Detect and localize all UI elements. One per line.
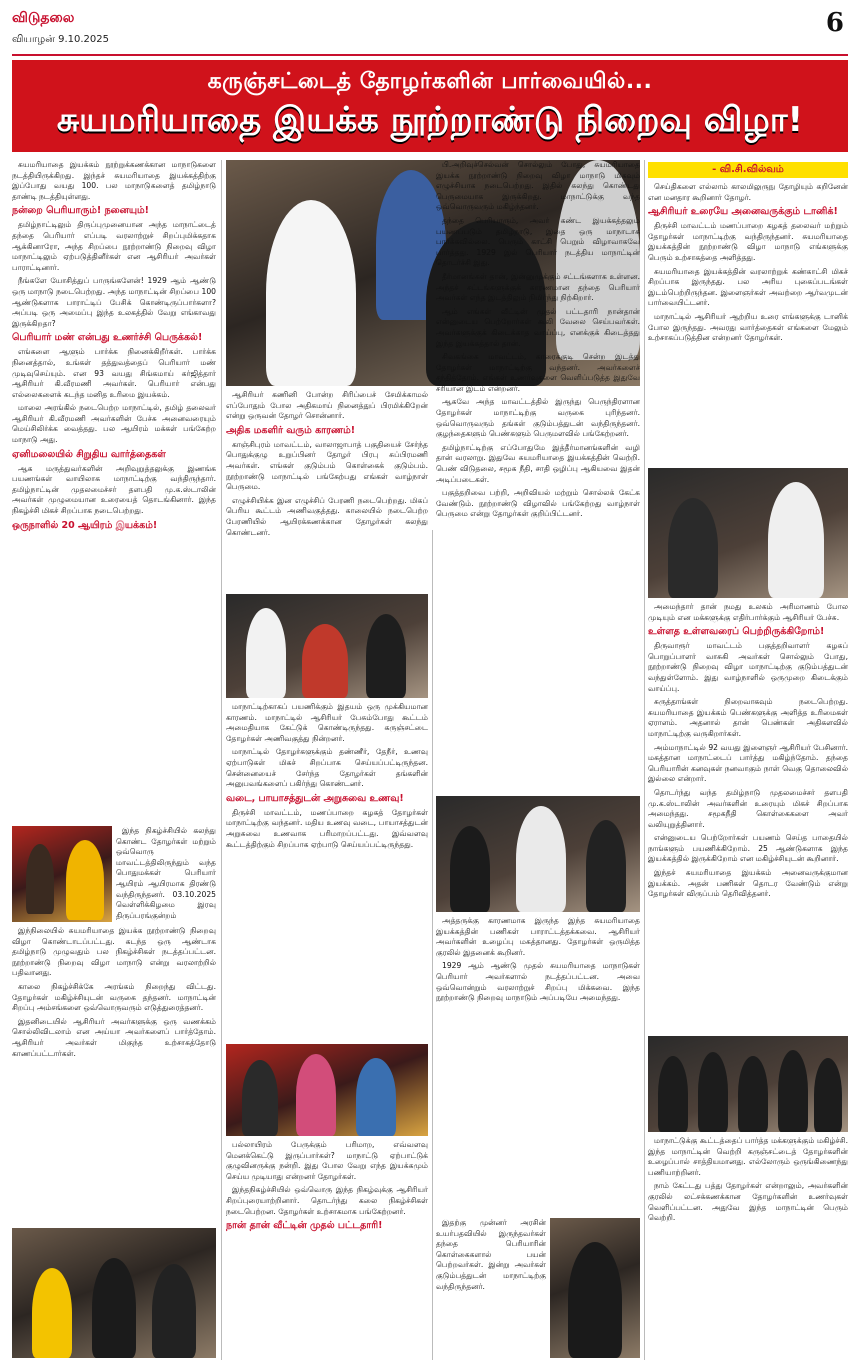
paragraph: எங்களை ஆளும் பார்க்க நினைக்கிறீர்கள். பார்க்க நினைத்தால், உங்கள் தத்துவத்தைப் பெரியார் மண் முடிவுசெய்யும். என 93 வயது சிங்கமாய் கர்ஜித்தார் ஆசிரியர் கி.வீரமணி அவர்கள். பெரியார் என்பது எல்லைகளைக் கடந்த மனித உரிமை இயக்கம்.	[12, 347, 216, 399]
subheading: ஏனிமலையில் சிறுதிய வார்த்தைகள்	[12, 448, 166, 460]
paper-date: வியாழன் 9.10.2025	[12, 34, 109, 45]
headline-banner	[12, 60, 848, 152]
paragraph: மாநாட்டில் ஆசிரியர் ஆற்றிய உரை எங்களுக்கு டானிக் போல இருந்தது. அவரது வார்த்தைகள் எங்களை மேலும் உற்சாகப்படுத்தின என்றனர் தோழர்கள்.	[648, 311, 848, 343]
paragraph: திருச்சி மாவட்டம், மணப்பாறை கழகத் தோழர்கள் மாநாட்டிற்கு வந்தனர். மதிய உணவு வடை, பாயாசத்துடன் அறுசுவை உணவாக பரிமாறப்பட்டது. இவ்வளவு கூட்டத்திற்கும் சிறப்பாக ஏற்பாடு செய்யப்பட்டிருந்தது.	[226, 807, 428, 849]
paragraph: இந்தநிகழ்ச்சியில் ஒவ்வொரு இந்த நிகழ்வுக்கு ஆசிரியர் சிறப்புரையாற்றினார். தொடர்ந்து கலை நிகழ்ச்சிகள் நடைபெற்றன. தோழர்கள் உற்சாகமாக பங்கேற்றனர்.	[226, 1185, 428, 1216]
column-3-top	[436, 160, 640, 790]
paper-name: விடுதலை	[12, 10, 75, 26]
paragraph: மாலை அரங்கில் நடைபெற்ற மாநாட்டில், தமிழ் தலைவர் ஆசிரியர் கி.வீரமணி அவர்களின் பேச்சு அனைவரையும் மெய்சிலிர்க்க வைத்தது. பல ஆயிரம் மக்கள் பங்கேற்ற மாநாடு அது.	[12, 403, 216, 445]
photo-figure	[586, 820, 626, 912]
column-divider	[221, 160, 222, 1360]
photo-caption: அமைந்தார் தான் நமது உலகம் அரிமாணம் போல முடியும் என மக்களுக்கு எதிர்பார்க்கும் ஆசிரியர் பேச்சு.	[648, 602, 848, 622]
photo-figure	[302, 624, 348, 698]
photo-figure	[32, 1268, 72, 1358]
paragraph: 1929 ஆம் ஆண்டு முதல் சுயமரியாதை மாநாடுகள் பெரியார் அவர்களால் நடத்தப்பட்டன. அவை ஒவ்வொன்றும் வரலாற்றுச் சிறப்பு மிக்கவை. இந்த நூற்றாண்டு நிறைவு மாநாடும் அப்படியே அமைந்தது.	[436, 961, 640, 1003]
photo-figure	[242, 1060, 278, 1136]
headline-line-1: கருஞ்சட்டைத் தோழர்களின் பார்வையில்...	[207, 69, 653, 94]
photo-figure	[296, 1054, 336, 1136]
paragraph: இந்த நிகழ்ச்சியில் கலந்து கொண்ட தோழர்கள் மற்றும் ஒவ்வொரு மாவட்டத்திலிருந்தும் வந்த பொதுமக்கள் பெரியார் ஆயிரம் ஆயிரமாக திரண்டு வந்திருந்தனர். 03.10.2025 வெள்ளிக்கிழமை இரவு திருப்பரங்குன்றம்	[116, 826, 216, 920]
column-4-middle	[648, 602, 848, 1032]
subheading: வடை, பாயாசத்துடன் அறுசுவை உணவு!	[226, 792, 404, 804]
paragraph: ஆம் எங்கள் வீட்டின் முதல் பட்டதாரி நான்தான் என்னுடைய பெற்றோர்கள் கூலி வேலை செய்பவர்கள். அவர்களுக்குக் கிடைக்காத வாய்ப்பு, எனக்குக் கிடைத்தது இந்த இயக்கத்தால் தான்.	[436, 306, 640, 348]
byline: - வி.சி.வில்வம்	[648, 162, 848, 178]
intro-paragraph: சுயமரியாதை இயக்கம் நூற்றுக்கணக்கான மாநாடுகளை நடத்தியிருக்கிறது. இந்தச் சுயமரியாதை இயக்கத்திற்கு இப்போது வயது 100. பல மாநாடுகளைத் தமிழ்நாடு தாண்டி நடத்தியுள்ளது.	[12, 160, 216, 201]
column-1-beside-photo	[116, 826, 216, 922]
photo-figure	[768, 482, 824, 598]
subheading: அதிக மகளிர் வரும் காரணம்!	[226, 424, 356, 436]
photo-figure	[658, 1056, 688, 1132]
paragraph: பி.அறிவுச்செல்வன் சொல்லும் போது, சுயமரியாதை இயக்க நூற்றாண்டு நிறைவு விழா மாநாடு மிகவும் எழுச்சியாக நடைபெற்றது. இதில் கலந்து கொண்டது பெருமையாக இருக்கிறது. மாநாட்டுக்கு வந்த ஒவ்வொருவரும் மகிழ்ந்தனர்.	[436, 160, 640, 212]
paragraph: என்னுடைய பெற்றோர்கள் பயணம் செய்த பாதையில் நாங்களும் பயணிக்கிறோம். 25 ஆண்டுகளாக இந்த இயக்கத்தில் இருக்கிறோம் என மகிழ்ச்சியுடன் கூறினார்.	[648, 833, 848, 864]
paragraph: பல்லாயிரம் பேருக்கும் பரிமாற, எவ்வளவு மெனக்கெட்டு இருப்பார்கள்? மாநாட்டு ஏற்பாட்டுக் குழுவினருக்கு நன்றி. இது போல வேறு எந்த இயக்கமும் செய்ய முடியாது என்றனர் தோழர்கள்.	[226, 1140, 428, 1181]
column-1-bottom	[12, 926, 216, 1222]
photo-figure	[246, 608, 286, 698]
photo-figure	[26, 844, 54, 914]
paragraph: இந்தச் சுயமரியாதை இயக்கம் அனைவருக்குமான இயக்கம். அதன் பணிகள் தொடர வேண்டும் என்று தோழர்கள் விருப்பம் தெரிவித்தனர்.	[648, 868, 848, 899]
photo-figure	[366, 614, 406, 698]
column-divider	[432, 530, 433, 1360]
paragraph: தமிழ்நாட்டிற்கு எப்போதுமே இத்தீர்மானங்களின் வழி தான் வரலாறு. இதுவே சுயமரியாதை இயக்கத்தின் வெற்றி. பெண் விடுதலை, சமூக நீதி, சாதி ஒழிப்பு ஆகியவை இதன் அடிப்படைகள்.	[436, 442, 640, 484]
paragraph: தமிழ்நாட்டிலும் திருப்புமுனையான அந்த மாநாட்டைத் தந்தை பெரியார் எப்படி வரலாற்றுச் சிறப்புமிக்கதாக ஆக்கினாரோ, அந்த சிறப்பை நூற்றாண்டு நிறைவு விழா மாநாட்டிலும் ஏற்படுத்தினீர்கள் என ஆசிரியர் அவர்கள் பாராட்டினார்.	[12, 220, 216, 272]
subheading: நான் தான் வீட்டின் முதல் பட்டதாரி!	[226, 1220, 383, 1232]
paragraph: எழுச்சியிக்க இன எழுச்சிப் பேரணி நடைபெற்றது. மிகப் பெரிய கூட்டம் அணிவகுத்தது. காலையில் நடைபெற்ற பேரணியில் ஆயிரக்கணக்கான தோழர்கள் கலந்து கொண்டனர்.	[226, 495, 428, 537]
photo-figure	[92, 1258, 136, 1358]
paragraph: சுயமரியாதை இயக்கத்தின் வரலாற்றுக் கண்காட்சி மிகச் சிறப்பாக இருந்தது. பல அரிய புகைப்படங்கள் இடம்பெற்றிருந்தன. இளைஞர்கள் அவற்றை ஆர்வமுடன் பார்வையிட்டனர்.	[648, 266, 848, 308]
column-2-middle	[226, 702, 428, 1040]
photo-students-group	[648, 1036, 848, 1132]
paragraph: சுருத்தாங்கள் நிறைவாகவும் நடைபெற்றது. சுயமரியாதை இயக்கம் பெண்களுக்கு அளித்த உரிமைகள் ஏராளம். அதனால் தான் பெண்கள் அதிகளவில் மாநாட்டிற்கு வருகிறார்கள்.	[648, 697, 848, 738]
paragraph: ஆகவே அந்த மாவட்டத்தில் இருந்து பெருந்திரளான தோழர்கள் மாநாட்டிற்கு வருகை புரிந்தனர். ஒவ்வொருவரும் தங்கள் குடும்பத்துடன் வந்திருந்தனர். குழந்தைகளும் பெண்களும் பெருமளவில் பங்கேற்றனர்.	[436, 397, 640, 439]
paragraph: அத்தருக்கு காரணமாக இருந்த இந்த சுயமரியாதை இயக்கத்தின் பணிகள் பாராட்டத்தக்கவை. ஆசிரியர் அவர்களின் உழைப்பு மகத்தானது. தோழர்கள் ஒருமித்த குரலில் இதனைக் கூறினர்.	[436, 916, 640, 957]
headline-line-2: சுயமரியாதை இயக்க நூற்றாண்டு நிறைவு விழா!	[56, 100, 804, 140]
photo-figure	[814, 1058, 842, 1132]
subheading: பெரியார் மண் என்பது உணர்ச்சி பெருக்கல்!	[12, 332, 203, 344]
masthead	[12, 8, 848, 56]
paragraph: ஆக மருத்துவர்களின் அறிவுறுத்தலுக்கு இணங்க பயணங்கள் வாயிலாக மாநாட்டிற்கு வந்திருந்தார். தமிழ்நாட்டின் முதலமைச்சர் தளபதி மு.க.ஸ்டாலின் அவர்கள் முழுமையான உரையைத் தொடங்கினார். இந்த நிகழ்ச்சி மிகச் சிறப்பாக நடைபெற்றது.	[12, 463, 216, 516]
paragraph: செய்திகளை எல்லாம் காலமிலுருநு தோழியும் கறினேன் என மனதார கூறினார் தோழர்.	[648, 182, 848, 202]
page-number: 6	[825, 8, 844, 38]
column-divider	[644, 160, 645, 1360]
subheading: நன்றை பெரியாரும்! நனையும்!	[12, 205, 149, 217]
paragraph: நீங்களே யோசித்துப் பாருங்களேன்! 1929 ஆம் ஆண்டு ஒரு மாநாடு நடைபெற்றது. அந்த மாநாட்டின் சிறப்பை 100 ஆண்டுகளாக பாராட்டிப் பேசிக் கொண்டிருப்பார்களா? அப்படி ஒரு அமைப்பு இந்த உலகத்தில் வேறு எங்காவது இருக்கிறதா?	[12, 276, 216, 328]
paragraph: திருச்சி மாவட்டம் மணப்பாறை கழகத் தலைவர் மற்றும் தோழர்கள் மாநாட்டிற்கு வந்திருந்தனர். சுயமரியாதை இயக்கத்தின் நூற்றாண்டு விழா மாநாடு எங்களுக்கு பெரும் உற்சாகத்தை அளித்தது.	[648, 221, 848, 262]
photo-award-ceremony	[12, 826, 112, 922]
photo-figure	[516, 806, 566, 912]
photo-figure	[266, 200, 356, 386]
column-4-top	[648, 182, 848, 464]
column-1-top	[12, 160, 216, 820]
subheading: உள்ளத உள்ளவரைப் பெற்றிருக்கிறோம்!	[648, 626, 825, 638]
column-3-middle	[436, 916, 640, 1216]
paragraph: தொடர்ந்து வந்த தமிழ்நாடு முதலமைச்சர் தளபதி மு.க.ஸ்டாலின் அவர்களின் உரையும் மிகச் சிறப்பாக அமைந்தது. சமூகநீதி கொள்கைகளை அவர் வலியுறுத்தினார்.	[648, 787, 848, 829]
photo-women-comrades	[226, 1044, 428, 1136]
subheading: ஆசிரியர் உரையே அனைவருக்கும் டானிக்!	[648, 206, 838, 218]
paragraph: அம்மாநாட்டில் 92 வயது இளைஞர் ஆசிரியர் பேசினார். மகத்தான மாநாட்டைப் பார்த்து மகிழ்ந்தோம். தந்தை பெரியாரின் கனவுகள் நனவாகும் நாள் வெகு தொலைவில் இல்லை என்றார்.	[648, 742, 848, 784]
photo-figure	[698, 1052, 728, 1132]
photo-caption: ஆசிரியர் கணினி போன்ற சிரிப்பைச் சேமிக்காமல் எப்போதும் போல அதிகமாய் நினைத்துப் பிரமிக்கிறேன் என்று ஒருவன் தோழர் சொன்னார்.	[226, 390, 428, 421]
paragraph: மாநாட்டுக்கு கூட்டத்தைப் பார்த்த மக்களுக்கும் மகிழ்ச்சி. இந்த மாநாட்டின் வெற்றி கருஞ்சட்டைத் தோழர்களின் உழைப்பால் சாத்தியமானது. எல்லோரும் ஒருங்கிணைந்து பணியாற்றினர்.	[648, 1136, 848, 1177]
photo-comrade-portrait	[550, 1218, 640, 1358]
paragraph: சிவகங்கை மாவட்டம், காரைக்குடி சென்ற இடத்து தோழர்கள் மாநாட்டிற்கு வந்தனர். அவர்களைச் சந்தித்தோம். எங்கள் உணர்வுகளை வெளிப்படுத்த இதுவே சரியான இடம் என்றனர்.	[436, 352, 640, 393]
column-2-bottom	[226, 1140, 428, 1362]
column-2-top	[226, 390, 428, 590]
photo-figure	[450, 826, 490, 912]
photo-figure	[66, 840, 104, 920]
paragraph: தீர்மானங்கள் தான், இன்னுமுக்கும் சட்டங்களாக உள்ளன. அந்தச் சட்டங்களுக்குக் காரணமான தந்தை பெரியார் அவர்கள் எந்த இடத்திலும் நிமிர்ந்து நிற்கிறார்.	[436, 271, 640, 303]
paragraph: இதற்கு முன்னர் அரசின் உயர்பதவியில் இருந்தவர்கள் தந்தை பெரியாரின் கொள்கைகளால் பயன் பெற்றவர்கள். இன்று அவர்கள் குடும்பத்துடன் மாநாட்டிற்கு வந்திருந்தனர்.	[436, 1218, 546, 1291]
column-3-bottom	[436, 1218, 546, 1360]
photo-felicitation	[226, 594, 428, 698]
paragraph: இதனிடையில் ஆசிரியர் அவர்களுக்கு ஒரு வணக்கம் சொல்லிவிடலாம் என அய்யா அவர்களைப் பார்த்தோம். ஆசிரியர் அவர்கள் மிகுந்த உற்சாகத்தோடு காணப்பட்டார்கள்.	[12, 1016, 216, 1058]
paragraph: மாநாட்டிற்காகப் பயணிக்கும் இதயம் ஒரு முக்கியமான காரணம். மாநாட்டில் ஆசிரியர் பேசும்போது கூட்டம் அமைதியாக கேட்டுக் கொண்டிருந்தது. கருஞ்சட்டை தோழர்கள் அணிவகுத்து நின்றனர்.	[226, 702, 428, 743]
paragraph: மாநாட்டில் தோழர்களுக்கும் தண்ணீர், தேநீர், உணவு ஏற்பாடுகள் மிகச் சிறப்பாக செய்யப்பட்டிருந்தன. சென்னையைச் சேர்ந்த தோழர்கள் தங்களின் அனுபவங்களைப் பகிர்ந்து கொண்டனர்.	[226, 747, 428, 789]
paragraph: தந்தை பெரியாரும், அவர் கண்ட இயக்கத்தலும் பயணப்படும் தமிழ்நாடு, இதை ஒரு மாநாடாக பார்க்கவில்லை. பெரும் காட்சி பெறும் விழாவாகவே பார்த்தது. 1929 இல் பெரியார் நடத்திய மாநாட்டின் தொடர்ச்சி இது.	[436, 215, 640, 268]
photo-book-release	[436, 796, 640, 912]
column-4-bottom	[648, 1136, 848, 1360]
paragraph: காலை நிகழ்ச்சிக்கே அரங்கம் நிறைந்து விட்டது. தோழர்கள் மகிழ்ச்சியுடன் வருகை தந்தனர். மாநாட்டின் சிறப்பு அம்சங்களை ஒவ்வொருவரும் எடுத்துரைத்தனர்.	[12, 981, 216, 1013]
photo-figure	[356, 1058, 396, 1136]
photo-figure	[738, 1056, 768, 1132]
paragraph: காஞ்சிபுரம் மாவட்டம், வாலாஜாபாத் பகுதியைச் சேர்ந்த பொதுக்குழு உறுப்பினர் தோழர் பிரபு சுப்பிரமணி அவர்கள். எங்கள் குடும்பம் கொள்கைக் குடும்பம். நூற்றாண்டு மாநாட்டில் பங்கேற்பது எங்கள் வாழ்நாள் பெருமை.	[226, 439, 428, 492]
photo-figure	[778, 1050, 808, 1132]
subheading: ஒருநாளில் 20 ஆயிரம் இயக்கம்!	[12, 519, 158, 531]
photo-figure	[668, 498, 718, 598]
paragraph: இந்நிலையில் சுயமரியாதை இயக்க நூற்றாண்டு நிறைவு விழா கொண்டாடப்பட்டது. கடந்த ஒரு ஆண்டாக தமிழ்நாடு முழுவதும் பல நிகழ்ச்சிகள் நடத்தப்பட்டன. நூற்றாண்டு நிறைவு விழா மாநாடு என்று வரலாற்றில் பதிவானது.	[12, 926, 216, 978]
photo-teacher-greeting	[648, 468, 848, 598]
paragraph: திருவாரூர் மாவட்டம் பகுத்தறிவாளர் கழகப் பொறுப்பாளர் வாசுகி அவர்கள் சொல்லும் போது, நூற்றாண்டு நிறைவு விழா மாநாட்டிற்கு குடும்பத்துடன் வந்துள்ளோம். இது வாழ்நாளில் ஒருமுறை கிடைக்கும் வாய்ப்பு.	[648, 641, 848, 693]
photo-figure	[568, 1242, 622, 1358]
paragraph: நாம் கேட்டது பத்து தோழர்கள் என்றாலும், அவர்களின் குரலில் லட்சக்கணக்கான தோழர்களின் உணர்வுகள் வெளிப்பட்டன. அதுவே இந்த மாநாட்டின் பெரும் வெற்றி.	[648, 1181, 848, 1223]
photo-comrades-group	[12, 1228, 216, 1358]
photo-figure	[152, 1264, 196, 1358]
paragraph: பகுத்தறிவை பற்றி, அறிவியல் மற்றும் சொல்லக் கேட்க வேண்டும். நூற்றாண்டு விழாவில் பங்கேற்றது வாழ்நாள் பெருமை என்று தோழர்கள் குறிப்பிட்டனர்.	[436, 488, 640, 519]
